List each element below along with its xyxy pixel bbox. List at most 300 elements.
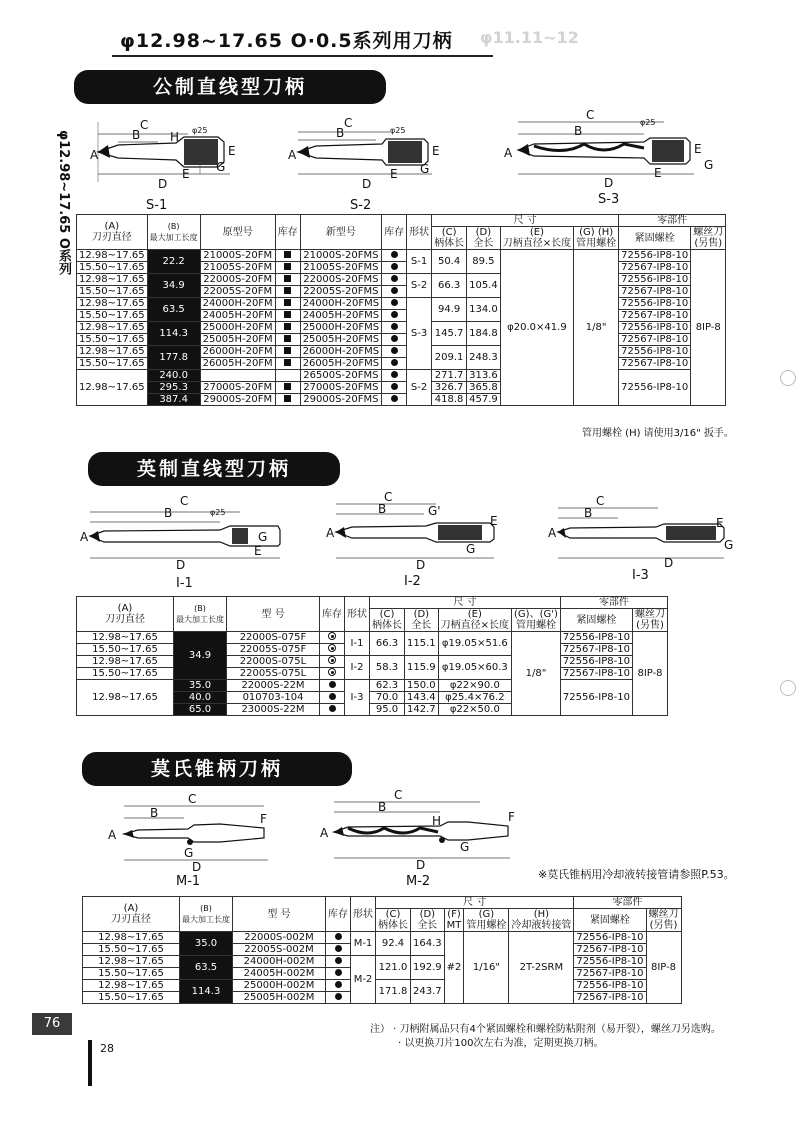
col-h-label: 冷却液转接管 bbox=[511, 920, 572, 931]
cell-a: 15.50~17.65 bbox=[77, 358, 148, 370]
cell-screw: 72556-IP8-10 bbox=[574, 956, 646, 968]
col-e: (E) bbox=[467, 609, 482, 620]
col-stock: 库存 bbox=[326, 897, 351, 932]
cell-h: 2T-2SRM bbox=[509, 932, 574, 1004]
col-old: 原型号 bbox=[200, 215, 275, 250]
col-d: (D) bbox=[475, 227, 492, 238]
cell-a: 12.98~17.65 bbox=[77, 370, 148, 406]
dim-e: E bbox=[228, 144, 236, 158]
cell-e: φ22×90.0 bbox=[438, 680, 511, 692]
dim-a: A bbox=[326, 526, 335, 540]
stock-dot-icon bbox=[391, 287, 398, 294]
ghost-text: φ11.11~12 bbox=[480, 28, 579, 47]
stock-square-icon bbox=[284, 335, 291, 342]
cell-model: 22000S-002M bbox=[233, 932, 326, 944]
col-screw: 紧固螺栓 bbox=[619, 227, 691, 250]
col-parts: 零部件 bbox=[560, 597, 667, 609]
cell-shape: S-3 bbox=[407, 298, 432, 370]
col-c-label: 柄体长 bbox=[378, 920, 408, 931]
cell-b: 114.3 bbox=[180, 980, 233, 1004]
cell-a: 15.50~17.65 bbox=[83, 944, 180, 956]
cell-c: 92.4 bbox=[376, 932, 411, 956]
dim-g2: G' bbox=[428, 504, 441, 518]
stock-square-icon bbox=[284, 359, 291, 366]
cell-b: 34.9 bbox=[174, 632, 227, 680]
cell-d: 365.8 bbox=[467, 382, 501, 394]
dim-e: E bbox=[490, 514, 498, 528]
dim-e2: E bbox=[390, 167, 398, 181]
dim-e2: E bbox=[182, 167, 190, 181]
cell-a: 12.98~17.65 bbox=[77, 632, 174, 644]
diagram-s2 bbox=[286, 112, 461, 213]
cell-shape: S-2 bbox=[407, 370, 432, 406]
dim-g: G bbox=[420, 162, 430, 176]
stock-ring-icon bbox=[328, 656, 336, 664]
cell-d: 457.9 bbox=[467, 394, 501, 406]
cell-new: 26000H-20FMS bbox=[300, 346, 381, 358]
col-g-label: 管用螺栓 bbox=[466, 920, 507, 931]
cell-c: 271.7 bbox=[432, 370, 467, 382]
cell-d: 192.9 bbox=[411, 956, 445, 980]
cell-new: 27000S-20FMS bbox=[300, 382, 381, 394]
page-number: 28 bbox=[100, 1042, 114, 1055]
dim-d: D bbox=[158, 177, 168, 191]
cell-a: 15.50~17.65 bbox=[77, 310, 148, 322]
dim-c: C bbox=[140, 118, 149, 132]
col-c-label: 柄体长 bbox=[372, 620, 402, 631]
stock-dot-icon bbox=[329, 705, 336, 712]
cell-a: 12.98~17.65 bbox=[77, 274, 148, 286]
cell-b: 387.4 bbox=[147, 394, 200, 406]
cell-model: 22000S-22M bbox=[227, 680, 320, 692]
col-g-label: 管用螺栓 bbox=[515, 620, 556, 631]
col-b: (B) bbox=[167, 222, 180, 231]
cell-screw: 72556-IP8-10 bbox=[560, 656, 632, 668]
cell-old: 21005S-20FM bbox=[200, 262, 275, 274]
col-a: (A) bbox=[123, 903, 139, 914]
stock-dot-icon bbox=[335, 969, 342, 976]
cell-shape: I-3 bbox=[345, 680, 370, 716]
dim-d: D bbox=[192, 860, 202, 874]
dim-f: F bbox=[260, 812, 267, 826]
stock-dot-icon bbox=[391, 299, 398, 306]
cell-b: 65.0 bbox=[174, 704, 227, 716]
cell-d: 142.7 bbox=[405, 704, 439, 716]
cell-b: 22.2 bbox=[147, 250, 200, 274]
cell-sd: 8IP-8 bbox=[646, 932, 681, 1004]
diagram-label-i2: I-2 bbox=[404, 574, 421, 589]
dim-b: B bbox=[164, 506, 173, 520]
section-title-imperial: 英制直线型刀柄 bbox=[88, 452, 340, 486]
col-c: (C) bbox=[441, 227, 457, 238]
dim-a: A bbox=[548, 526, 557, 540]
cell-old: 22000S-20FM bbox=[200, 274, 275, 286]
col-gh-label: 管用螺栓 bbox=[576, 238, 617, 249]
cell-d: 105.4 bbox=[467, 274, 501, 298]
cell-screw: 72567-IP8-10 bbox=[619, 334, 691, 346]
cell-c: 326.7 bbox=[432, 382, 467, 394]
cell-a: 12.98~17.65 bbox=[77, 322, 148, 334]
dim-d: D bbox=[604, 176, 614, 190]
dim-f: F bbox=[508, 810, 515, 824]
stock-dot-icon bbox=[391, 323, 398, 330]
col-d-label: 全长 bbox=[473, 238, 494, 249]
cell-c: 418.8 bbox=[432, 394, 467, 406]
stock-dot-icon bbox=[391, 311, 398, 318]
page-title: φ12.98~17.65 O·0.5系列用刀柄 bbox=[112, 26, 493, 57]
cell-shape: M-1 bbox=[351, 932, 376, 956]
cell-d: 164.3 bbox=[411, 932, 445, 956]
col-stock2: 库存 bbox=[382, 215, 407, 250]
stock-dot-icon bbox=[335, 933, 342, 940]
dim-b: B bbox=[150, 806, 159, 820]
diagram-label-m2: M-2 bbox=[406, 874, 431, 889]
cell-b: 40.0 bbox=[174, 692, 227, 704]
col-shape: 形状 bbox=[407, 215, 432, 250]
col-f: (F) bbox=[447, 909, 461, 920]
diagram-label-s2: S-2 bbox=[350, 198, 372, 213]
cell-screw: 72556-IP8-10 bbox=[619, 346, 691, 358]
dim-d: D bbox=[176, 558, 186, 572]
stock-dot-icon bbox=[335, 993, 342, 1000]
section-title-morse: 莫氏锥柄刀柄 bbox=[82, 752, 352, 786]
dim-g: G bbox=[216, 160, 226, 174]
cell-model: 24000H-002M bbox=[233, 956, 326, 968]
cell-a: 15.50~17.65 bbox=[77, 286, 148, 298]
cell-b: 35.0 bbox=[174, 680, 227, 692]
cell-screw: 72567-IP8-10 bbox=[574, 992, 646, 1004]
cell-d: 143.4 bbox=[405, 692, 439, 704]
cell-e: φ25.4×76.2 bbox=[438, 692, 511, 704]
col-sd-label: (另售) bbox=[636, 620, 664, 631]
diagram-label-m1: M-1 bbox=[176, 874, 201, 889]
cell-a: 12.98~17.65 bbox=[77, 656, 174, 668]
cell-old: 27000S-20FM bbox=[200, 382, 275, 394]
cell-b: 177.8 bbox=[147, 346, 200, 370]
col-h: (H) bbox=[533, 909, 550, 920]
page-tab: 76 bbox=[32, 1013, 72, 1035]
col-screw: 紧固螺栓 bbox=[574, 909, 646, 932]
cell-old: 25000H-20FM bbox=[200, 322, 275, 334]
cell-a: 12.98~17.65 bbox=[77, 298, 148, 310]
cell-a: 15.50~17.65 bbox=[77, 668, 174, 680]
cell-new: 21005S-20FMS bbox=[300, 262, 381, 274]
cell-d: 134.0 bbox=[467, 298, 501, 322]
cell-model: 25000H-002M bbox=[233, 980, 326, 992]
cell-model: 23000S-22M bbox=[227, 704, 320, 716]
cell-shape: I-2 bbox=[345, 656, 370, 680]
dim-d: D bbox=[416, 858, 426, 872]
cell-e: φ20.0×41.9 bbox=[500, 250, 573, 406]
cell-c: 66.3 bbox=[370, 632, 405, 656]
dim-c: C bbox=[344, 116, 353, 130]
dim-a: A bbox=[504, 146, 513, 160]
col-c-label: 柄体长 bbox=[434, 238, 465, 249]
col-shape: 形状 bbox=[351, 897, 376, 932]
cell-new: 26005H-20FMS bbox=[300, 358, 381, 370]
col-e-label: 刀柄直径×长度 bbox=[440, 620, 510, 631]
cell-c: 95.0 bbox=[370, 704, 405, 716]
cell-b: 35.0 bbox=[180, 932, 233, 956]
col-dim: 尺 寸 bbox=[370, 597, 561, 609]
cell-e: φ19.05×60.3 bbox=[438, 656, 511, 680]
diagram-s1 bbox=[88, 112, 258, 213]
dim-b: B bbox=[336, 126, 345, 140]
dim-a: A bbox=[80, 530, 89, 544]
col-stock: 库存 bbox=[275, 215, 300, 250]
cell-c: 94.9 bbox=[432, 298, 467, 322]
cell-screw: 72556-IP8-10 bbox=[619, 322, 691, 334]
dim-a: A bbox=[108, 828, 117, 842]
dim-phi: φ25 bbox=[192, 126, 208, 135]
stock-square-icon bbox=[284, 323, 291, 330]
cell-old: 24000H-20FM bbox=[200, 298, 275, 310]
col-e: (E) bbox=[529, 227, 544, 238]
dim-g: G bbox=[704, 158, 714, 172]
dim-phi: φ25 bbox=[210, 508, 226, 517]
cell-d: 243.7 bbox=[411, 980, 445, 1004]
cell-new: 29000S-20FMS bbox=[300, 394, 381, 406]
col-a-label: 刀刃直径 bbox=[105, 614, 145, 625]
dim-c: C bbox=[596, 494, 605, 508]
dim-c: C bbox=[586, 108, 595, 122]
cell-screw: 72556-IP8-10 bbox=[560, 680, 632, 716]
cell-a: 15.50~17.65 bbox=[83, 968, 180, 980]
col-gh: (G) (H) bbox=[579, 227, 614, 238]
cell-screw: 72556-IP8-10 bbox=[574, 932, 646, 944]
stock-square-icon bbox=[284, 383, 291, 390]
cell-a: 12.98~17.65 bbox=[83, 932, 180, 944]
stock-dot-icon bbox=[391, 371, 398, 378]
cell-d: 89.5 bbox=[467, 250, 501, 274]
cell-model: 22000S-075L bbox=[227, 656, 320, 668]
cell-a: 12.98~17.65 bbox=[77, 346, 148, 358]
binder-hole bbox=[780, 370, 796, 386]
dim-b: B bbox=[132, 128, 141, 142]
cell-screw: 72556-IP8-10 bbox=[560, 632, 632, 644]
dim-a: A bbox=[90, 148, 99, 162]
stock-dot-icon bbox=[391, 251, 398, 258]
stock-ring-icon bbox=[328, 632, 336, 640]
col-a-label: 刀刃直径 bbox=[91, 232, 132, 243]
cell-c: 121.0 bbox=[376, 956, 411, 980]
cell-old: 21000S-20FM bbox=[200, 250, 275, 262]
col-sd: 螺丝刀 bbox=[693, 227, 724, 238]
cell-new: 22000S-20FMS bbox=[300, 274, 381, 286]
stock-square-icon bbox=[284, 275, 291, 282]
dim-a: A bbox=[288, 148, 297, 162]
cell-screw: 72556-IP8-10 bbox=[574, 980, 646, 992]
cell-model: 22005S-075F bbox=[227, 644, 320, 656]
dim-e2: E bbox=[654, 166, 662, 180]
dim-b: B bbox=[574, 124, 583, 138]
cell-a: 12.98~17.65 bbox=[83, 980, 180, 992]
cell-shape: S-1 bbox=[407, 250, 432, 274]
cell-g: 1/16" bbox=[464, 932, 509, 1004]
col-b-label: 最大加工长度 bbox=[149, 233, 198, 242]
cell-model: 22000S-075F bbox=[227, 632, 320, 644]
col-dim: 尺 寸 bbox=[432, 215, 619, 227]
col-model: 型 号 bbox=[233, 897, 326, 932]
cell-sd: 8IP-8 bbox=[691, 250, 726, 406]
dim-g: G bbox=[466, 542, 476, 556]
cell-d: 115.9 bbox=[405, 656, 439, 680]
page-bar bbox=[88, 1040, 92, 1086]
cell-model: 25005H-002M bbox=[233, 992, 326, 1004]
cell-new: 24000H-20FMS bbox=[300, 298, 381, 310]
col-a: (A) bbox=[104, 221, 120, 232]
dim-c: C bbox=[180, 494, 189, 508]
col-g: (G) bbox=[478, 909, 495, 920]
cell-screw: 72556-IP8-10 bbox=[619, 370, 691, 406]
dim-e: E bbox=[254, 544, 262, 558]
stock-square-icon bbox=[284, 251, 291, 258]
cell-new: 25005H-20FMS bbox=[300, 334, 381, 346]
cell-a: 15.50~17.65 bbox=[77, 334, 148, 346]
cell-b: 63.5 bbox=[180, 956, 233, 980]
dim-g: G bbox=[460, 840, 470, 854]
diagram-i1 bbox=[80, 494, 290, 591]
dim-b: B bbox=[378, 502, 387, 516]
cell-screw: 72567-IP8-10 bbox=[619, 310, 691, 322]
dim-c: C bbox=[384, 490, 393, 504]
cell-e: φ22×50.0 bbox=[438, 704, 511, 716]
col-model: 型 号 bbox=[227, 597, 320, 632]
cell-old: 26000H-20FM bbox=[200, 346, 275, 358]
cell-shape: I-1 bbox=[345, 632, 370, 656]
cell-a: 15.50~17.65 bbox=[83, 992, 180, 1004]
cell-b: 240.0 bbox=[147, 370, 200, 382]
cell-screw: 72567-IP8-10 bbox=[560, 668, 632, 680]
cell-screw: 72567-IP8-10 bbox=[574, 968, 646, 980]
dim-g: G bbox=[184, 846, 194, 860]
cell-new: 24005H-20FMS bbox=[300, 310, 381, 322]
cell-c: 171.8 bbox=[376, 980, 411, 1004]
cell-old: 25005H-20FM bbox=[200, 334, 275, 346]
cell-new: 22005S-20FMS bbox=[300, 286, 381, 298]
stock-ring-icon bbox=[328, 644, 336, 652]
cell-shape: M-2 bbox=[351, 956, 376, 1004]
cell-old: 29000S-20FM bbox=[200, 394, 275, 406]
section-title-metric: 公制直线型刀柄 bbox=[74, 70, 386, 104]
cell-c: 70.0 bbox=[370, 692, 405, 704]
dim-c: C bbox=[188, 792, 197, 806]
cell-old: 24005H-20FM bbox=[200, 310, 275, 322]
stock-dot-icon bbox=[329, 681, 336, 688]
diagram-m1 bbox=[104, 792, 284, 889]
diagram-label-i3: I-3 bbox=[632, 568, 649, 583]
cell-old: 26005H-20FM bbox=[200, 358, 275, 370]
col-b: (B) bbox=[200, 904, 212, 913]
cell-c: 209.1 bbox=[432, 346, 467, 370]
cell-d: 115.1 bbox=[405, 632, 439, 656]
cell-screw: 72567-IP8-10 bbox=[560, 644, 632, 656]
cell-d: 150.0 bbox=[405, 680, 439, 692]
col-c: (C) bbox=[379, 609, 395, 620]
col-shape: 形状 bbox=[345, 597, 370, 632]
metric-note: 管用螺栓 (H) 请使用3/16" 扳手。 bbox=[582, 428, 734, 439]
col-new: 新型号 bbox=[300, 215, 381, 250]
cell-g: 1/8" bbox=[512, 632, 561, 716]
cell-shape: S-2 bbox=[407, 274, 432, 298]
col-b-label: 最大加工长度 bbox=[176, 615, 224, 624]
dim-h: H bbox=[170, 130, 180, 144]
cell-model: 22005S-002M bbox=[233, 944, 326, 956]
dim-d: D bbox=[362, 177, 372, 191]
cell-new: 26500S-20FMS bbox=[300, 370, 381, 382]
stock-square-icon bbox=[284, 311, 291, 318]
cell-screw: 72556-IP8-10 bbox=[619, 298, 691, 310]
cell-a: 12.98~17.65 bbox=[77, 250, 148, 262]
stock-dot-icon bbox=[391, 275, 398, 282]
col-f-label: MT bbox=[446, 920, 462, 931]
stock-dot-icon bbox=[391, 383, 398, 390]
cell-d: 184.8 bbox=[467, 322, 501, 346]
morse-spec-table bbox=[82, 896, 682, 1004]
dim-phi: φ25 bbox=[640, 118, 656, 127]
cell-sd: 8IP-8 bbox=[633, 632, 668, 716]
stock-dot-icon bbox=[329, 693, 336, 700]
diagram-i3 bbox=[548, 494, 738, 583]
cell-f: #2 bbox=[444, 932, 464, 1004]
cell-model: 22005S-075L bbox=[227, 668, 320, 680]
stock-dot-icon bbox=[391, 395, 398, 402]
stock-square-icon bbox=[284, 263, 291, 270]
diagram-label-i1: I-1 bbox=[176, 576, 193, 591]
col-b-label: 最大加工长度 bbox=[182, 915, 230, 924]
cell-a: 15.50~17.65 bbox=[77, 262, 148, 274]
diagram-i2 bbox=[326, 490, 506, 589]
cell-screw: 72567-IP8-10 bbox=[619, 286, 691, 298]
stock-ring-icon bbox=[328, 668, 336, 676]
cell-b: 63.5 bbox=[147, 298, 200, 322]
stock-square-icon bbox=[284, 395, 291, 402]
diagram-s3 bbox=[504, 108, 724, 207]
cell-gh: 1/8" bbox=[574, 250, 619, 406]
col-e-label: 刀柄直径×长度 bbox=[502, 238, 572, 249]
cell-a: 12.98~17.65 bbox=[83, 956, 180, 968]
col-b: (B) bbox=[194, 604, 206, 613]
cell-screw: 72556-IP8-10 bbox=[619, 250, 691, 262]
diagram-label-s3: S-3 bbox=[598, 192, 620, 207]
col-sd-label: (另售) bbox=[649, 920, 678, 931]
footnote-2: · 以更换刀片100次左右为准，定期更换刀柄。 bbox=[398, 1038, 604, 1049]
side-label: φ12.98~17.65 O系列 bbox=[56, 130, 71, 275]
stock-dot-icon bbox=[391, 335, 398, 342]
col-d-label: 全长 bbox=[417, 920, 438, 931]
col-a-label: 刀刃直径 bbox=[111, 914, 151, 925]
stock-dot-icon bbox=[391, 263, 398, 270]
dim-e: E bbox=[694, 142, 702, 156]
dim-g: G bbox=[258, 530, 268, 544]
dim-d: D bbox=[416, 558, 426, 572]
cell-screw: 72567-IP8-10 bbox=[574, 944, 646, 956]
stock-square-icon bbox=[284, 287, 291, 294]
col-d: (D) bbox=[413, 609, 430, 620]
dim-b: B bbox=[584, 506, 593, 520]
dim-h: H bbox=[432, 814, 442, 828]
dim-e: E bbox=[432, 144, 440, 158]
stock-dot-icon bbox=[335, 981, 342, 988]
stock-dot-icon bbox=[335, 945, 342, 952]
col-stock: 库存 bbox=[320, 597, 345, 632]
dim-a: A bbox=[320, 826, 329, 840]
cell-b: 34.9 bbox=[147, 274, 200, 298]
cell-new: 25000H-20FMS bbox=[300, 322, 381, 334]
col-sd-label: (另售) bbox=[694, 238, 723, 249]
col-d: (D) bbox=[419, 909, 436, 920]
col-parts: 零部件 bbox=[574, 897, 681, 909]
